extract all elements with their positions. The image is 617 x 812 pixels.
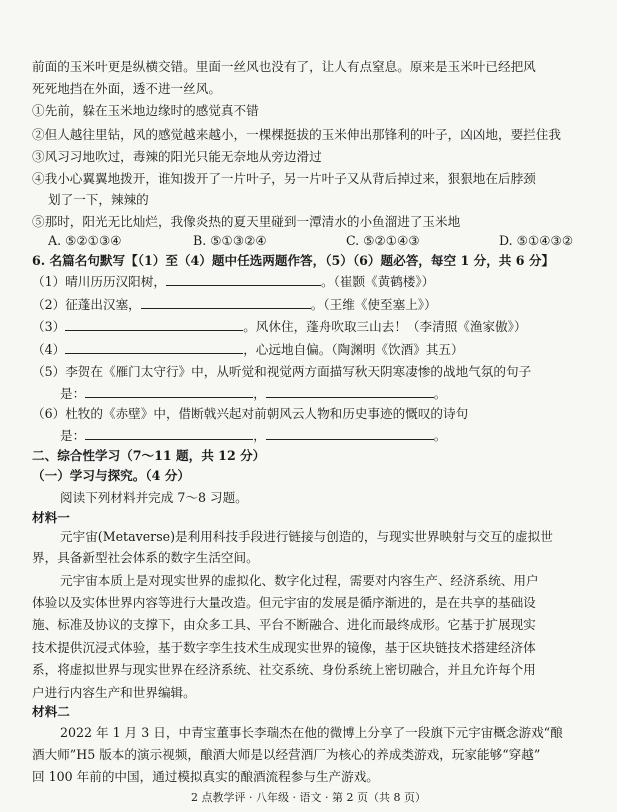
material-1-line: 界，具备新型社会体系的数字生活空间。 <box>32 550 259 565</box>
material-1-title: 材料一 <box>32 510 70 525</box>
q6-item-6-answer <box>60 427 595 445</box>
material-1-line: 户进行内容生产和世界编辑。 <box>32 685 196 700</box>
q6-title: 6. 名篇名句默写【（1）至（4）题中任选两题作答，（5）（6）题必答，每空 1 分，共 6 分】 <box>32 253 555 268</box>
q6-4-prefix: （4） <box>32 342 66 357</box>
material-2-line: 回 100 年前的中国，通过模拟真实的酿酒流程参与生产游戏。 <box>32 769 379 784</box>
material-1-line: 元宇宙本质上是对现实世界的虚拟化、数字化过程，需要对内容生产、经济系统、用户 <box>60 573 539 588</box>
q6-6-lead: 是： <box>60 428 86 443</box>
subsection-title: （一）学习与探究。（4 分） <box>32 468 190 483</box>
sentence-3: ③风习习地吹过，毒辣的阳光只能无奈地从旁边滑过 <box>32 149 322 164</box>
sentence-4: ④我小心翼翼地拨开，谁知拨开了一片叶子，另一片叶子又从背后掉过来，狠狠地在后脖颈 <box>32 171 536 186</box>
material-1-line: 元宇宙(Metaverse)是利用科技手段进行链接与创造的，与现实世界映射与交互的虚拟世 <box>60 529 553 544</box>
answer-blank[interactable] <box>85 427 253 440</box>
option-a[interactable]: A. ⑤②①③④ <box>48 233 122 248</box>
material-1-line: 施、标准及协议的支撑下，由众多工具、平台不断融合、进化而最终成形。它基于扩展现实 <box>32 617 536 632</box>
q6-5-lead: 是： <box>60 386 86 401</box>
q6-2-prefix: （2）征蓬出汉塞， <box>32 297 141 312</box>
option-b[interactable]: B. ⑤①③②④ <box>193 233 267 248</box>
answer-blank[interactable] <box>266 385 434 398</box>
material-2-line: 2022 年 1 月 3 日，中青宝董事长李瑞杰在他的微博上分享了一段旗下元宇宙概念游戏“酿 <box>60 725 563 740</box>
sentence-2: ②但人越往里钻，风的感觉越来越小，一棵棵挺拔的玉米伸出那锋利的叶子，凶凶地，要拦住我 <box>32 127 561 142</box>
sentence-5: ⑤那时，阳光无比灿烂，我像炎热的夏天里碰到一潭清水的小鱼溜进了玉米地 <box>32 214 461 229</box>
q6-item-1 <box>32 273 595 291</box>
material-2-line: 酒大师”H5 版本的演示视频，酿酒大师是以经营酒厂为核心的养成类游戏，玩家能够“穿越” <box>32 747 541 762</box>
q6-1-suffix: 。（崔颢《黄鹤楼》） <box>320 274 435 289</box>
q6-item-2 <box>32 296 595 314</box>
answer-blank[interactable] <box>65 318 243 331</box>
q6-1-prefix: （1）晴川历历汉阳树， <box>32 274 166 289</box>
q6-2-suffix: 。（王维《使至塞上》） <box>310 297 437 312</box>
option-d[interactable]: D. ⑤①④③② <box>499 233 574 248</box>
q6-item-5: （5）李贺在《雁门太守行》中，从听觉和视觉两方面描写秋天阴寒凄惨的战地气氛的句子 <box>32 364 532 379</box>
q6-6-period: 。 <box>433 428 447 443</box>
q6-item-3 <box>32 318 595 336</box>
option-c[interactable]: C. ⑤②①④③ <box>346 233 420 248</box>
instruction: 阅读下列材料并完成 7～8 习题。 <box>60 490 248 505</box>
sentence-1: ①先前，躲在玉米地边缘时的感觉真不错 <box>32 103 259 118</box>
passage-line: 前面的玉米叶更是纵横交错。里面一丝风也没有了，让人有点窒息。原来是玉米叶已经把风 <box>32 59 536 74</box>
section-2-title: 二、综合性学习（7～11 题，共 12 分） <box>32 448 266 463</box>
page-footer: 2 点教学评 · 八年级 · 语文 · 第 2 页（共 8 页） <box>191 791 426 804</box>
answer-blank[interactable] <box>65 341 243 354</box>
q6-item-5-answer <box>60 385 595 403</box>
q6-6-comma: ， <box>253 428 266 443</box>
q6-5-period: 。 <box>433 386 447 401</box>
material-1-line: 体验以及实体世界内容等进行大量改造。但元宇宙的发展是循序渐进的，是在共享的基础设 <box>32 595 536 610</box>
q6-3-suffix: 。风休住，蓬舟吹取三山去！（李清照《渔家傲》） <box>243 319 527 334</box>
q6-item-6: （6）杜牧的《赤壁》中，借断戟兴起对前朝风云人物和历史事迹的慨叹的诗句 <box>32 406 469 421</box>
sentence-4-cont: 划了一下，辣辣的 <box>48 192 149 207</box>
answer-blank[interactable] <box>166 273 321 286</box>
q6-item-4 <box>32 341 595 359</box>
q6-5-comma: ， <box>253 386 266 401</box>
q6-3-prefix: （3） <box>32 319 66 334</box>
material-1-line: 系，将虚拟世界与现实世界在经济系统、社交系统、身份系统上密切融合，并且允许每个用 <box>32 662 536 677</box>
answer-blank[interactable] <box>141 296 311 309</box>
answer-blank[interactable] <box>85 385 253 398</box>
material-2-title: 材料二 <box>32 704 70 719</box>
material-1-line: 技术提供沉浸式体验，基于数字孪生技术生成现实世界的镜像，基于区块链技术搭建经济体 <box>32 640 536 655</box>
q6-4-suffix: ，心远地自偏。（陶渊明《饮酒》其五） <box>243 342 464 357</box>
passage-line: 死死地挡在外面，透不进一丝风。 <box>32 81 221 96</box>
answer-blank[interactable] <box>266 427 434 440</box>
